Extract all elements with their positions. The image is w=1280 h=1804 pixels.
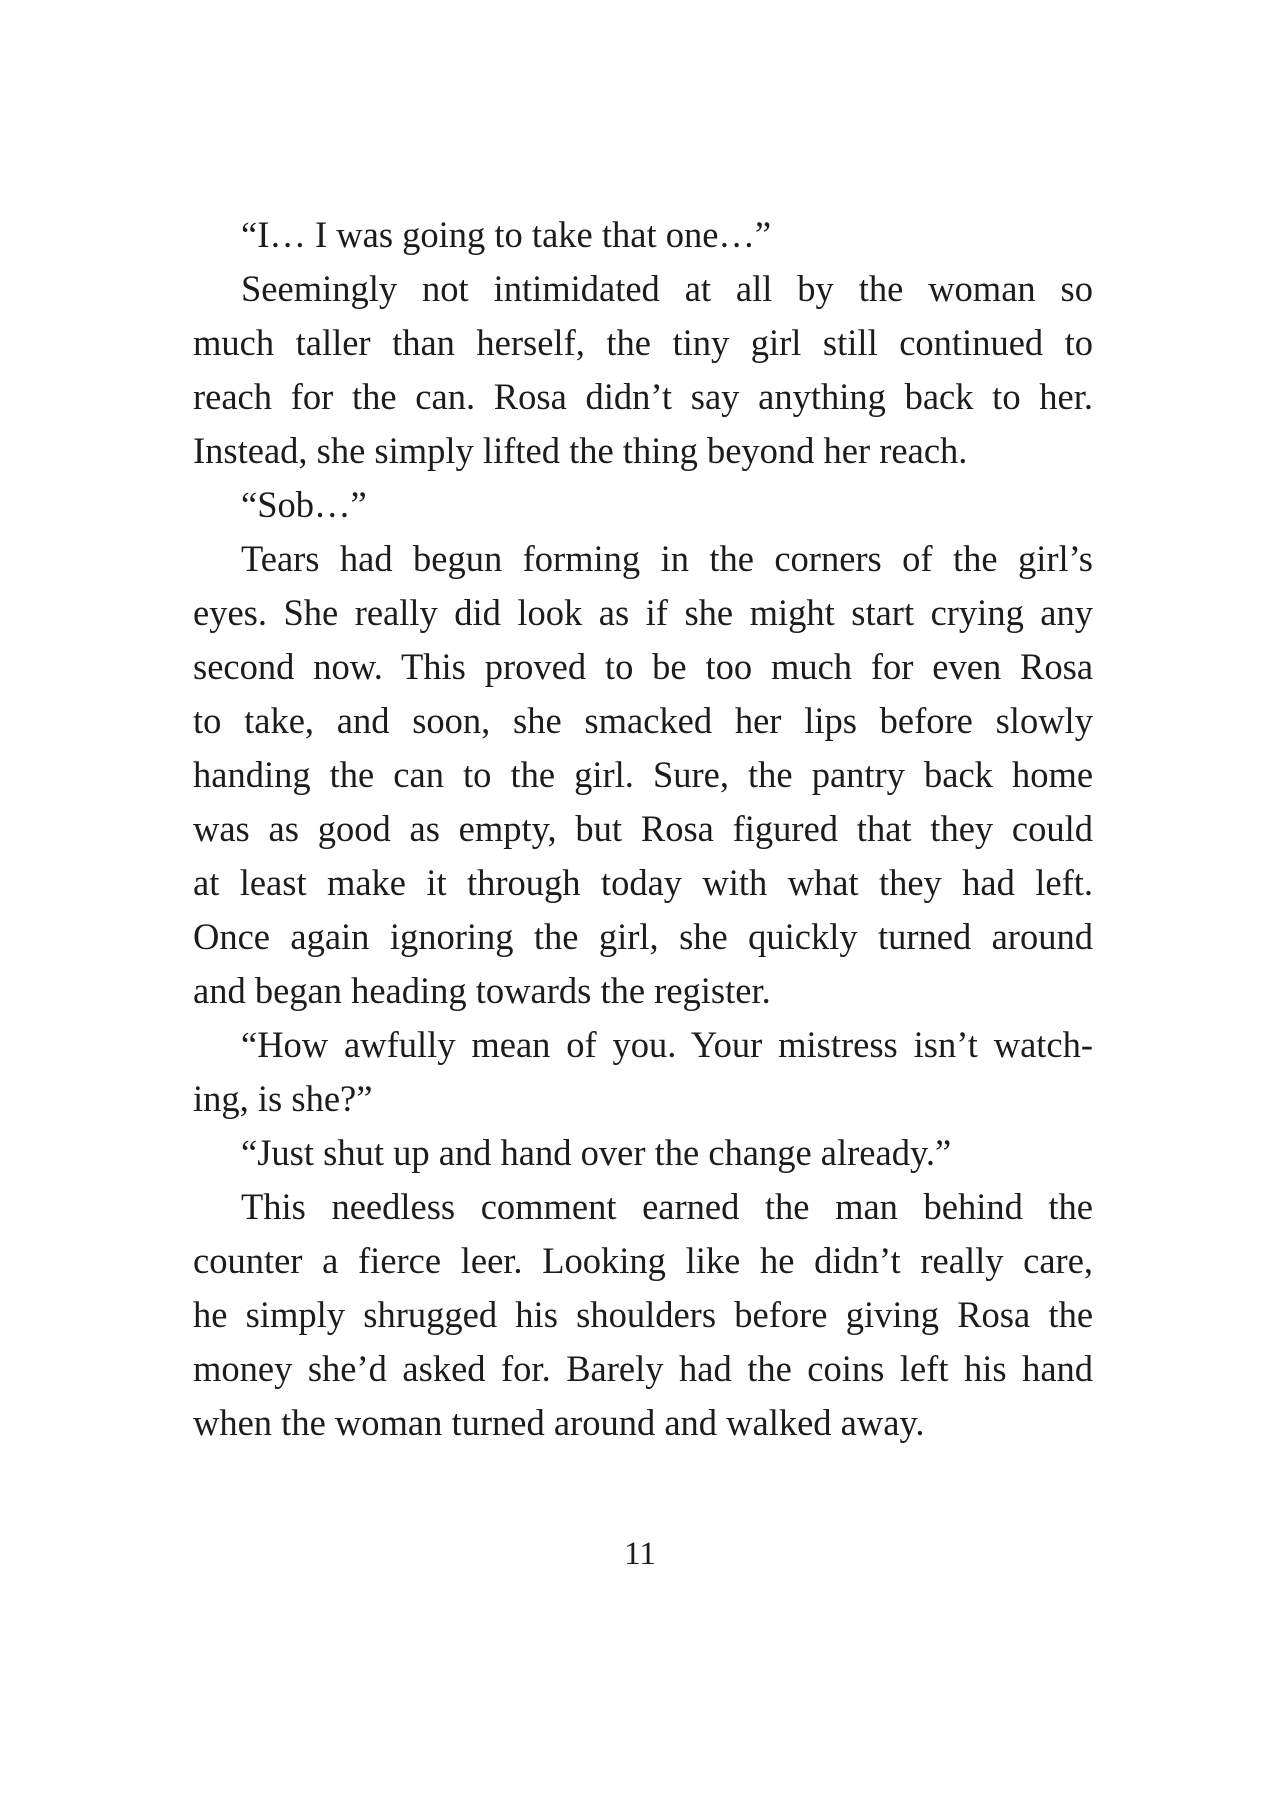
text-line: handing the can to the girl. Sure, the pantry back home [193,754,1094,795]
text-line: and began heading towards the register. [193,970,771,1011]
text-line: when the woman turned around and walked away. [193,1402,925,1443]
text-line: money she’d asked for. Barely had the coins left his hand [193,1348,1094,1389]
text-line: “How awfully mean of you. Your mistress isn’t watch- [241,1024,1094,1065]
text-line: at least make it through today with what they had left. [193,862,1093,903]
text-line: Seemingly not intimidated at all by the woman so [241,268,1093,309]
text-line: Tears had begun forming in the corners of the girl’s [241,538,1093,579]
text-line: ing, is she?” [193,1078,373,1119]
text-line: to take, and soon, she smacked her lips before slowly [193,700,1093,741]
text-line: Instead, she simply lifted the thing beyond her reach. [193,430,968,471]
body-text [193,208,1093,1450]
text-line: Once again ignoring the girl, she quickly turned around [193,916,1093,957]
page-number: 11 [624,1536,656,1572]
text-line: eyes. She really did look as if she might start crying any [193,592,1093,633]
text-line: counter a fierce leer. Looking like he didn’t really care, [193,1240,1094,1281]
text-line: “I… I was going to take that one…” [241,214,772,255]
text-line: he simply shrugged his shoulders before giving Rosa the [193,1294,1094,1335]
text-line: was as good as empty, but Rosa figured that they could [193,808,1094,849]
text-line: “Sob…” [241,484,367,525]
text-line: This needless comment earned the man behind the [241,1186,1094,1227]
text-line: reach for the can. Rosa didn’t say anything back to her. [193,376,1094,417]
text-line: “Just shut up and hand over the change already.” [241,1132,952,1173]
text-line: second now. This proved to be too much for even Rosa [193,646,1094,687]
text-line: much taller than herself, the tiny girl still continued to [193,322,1094,363]
